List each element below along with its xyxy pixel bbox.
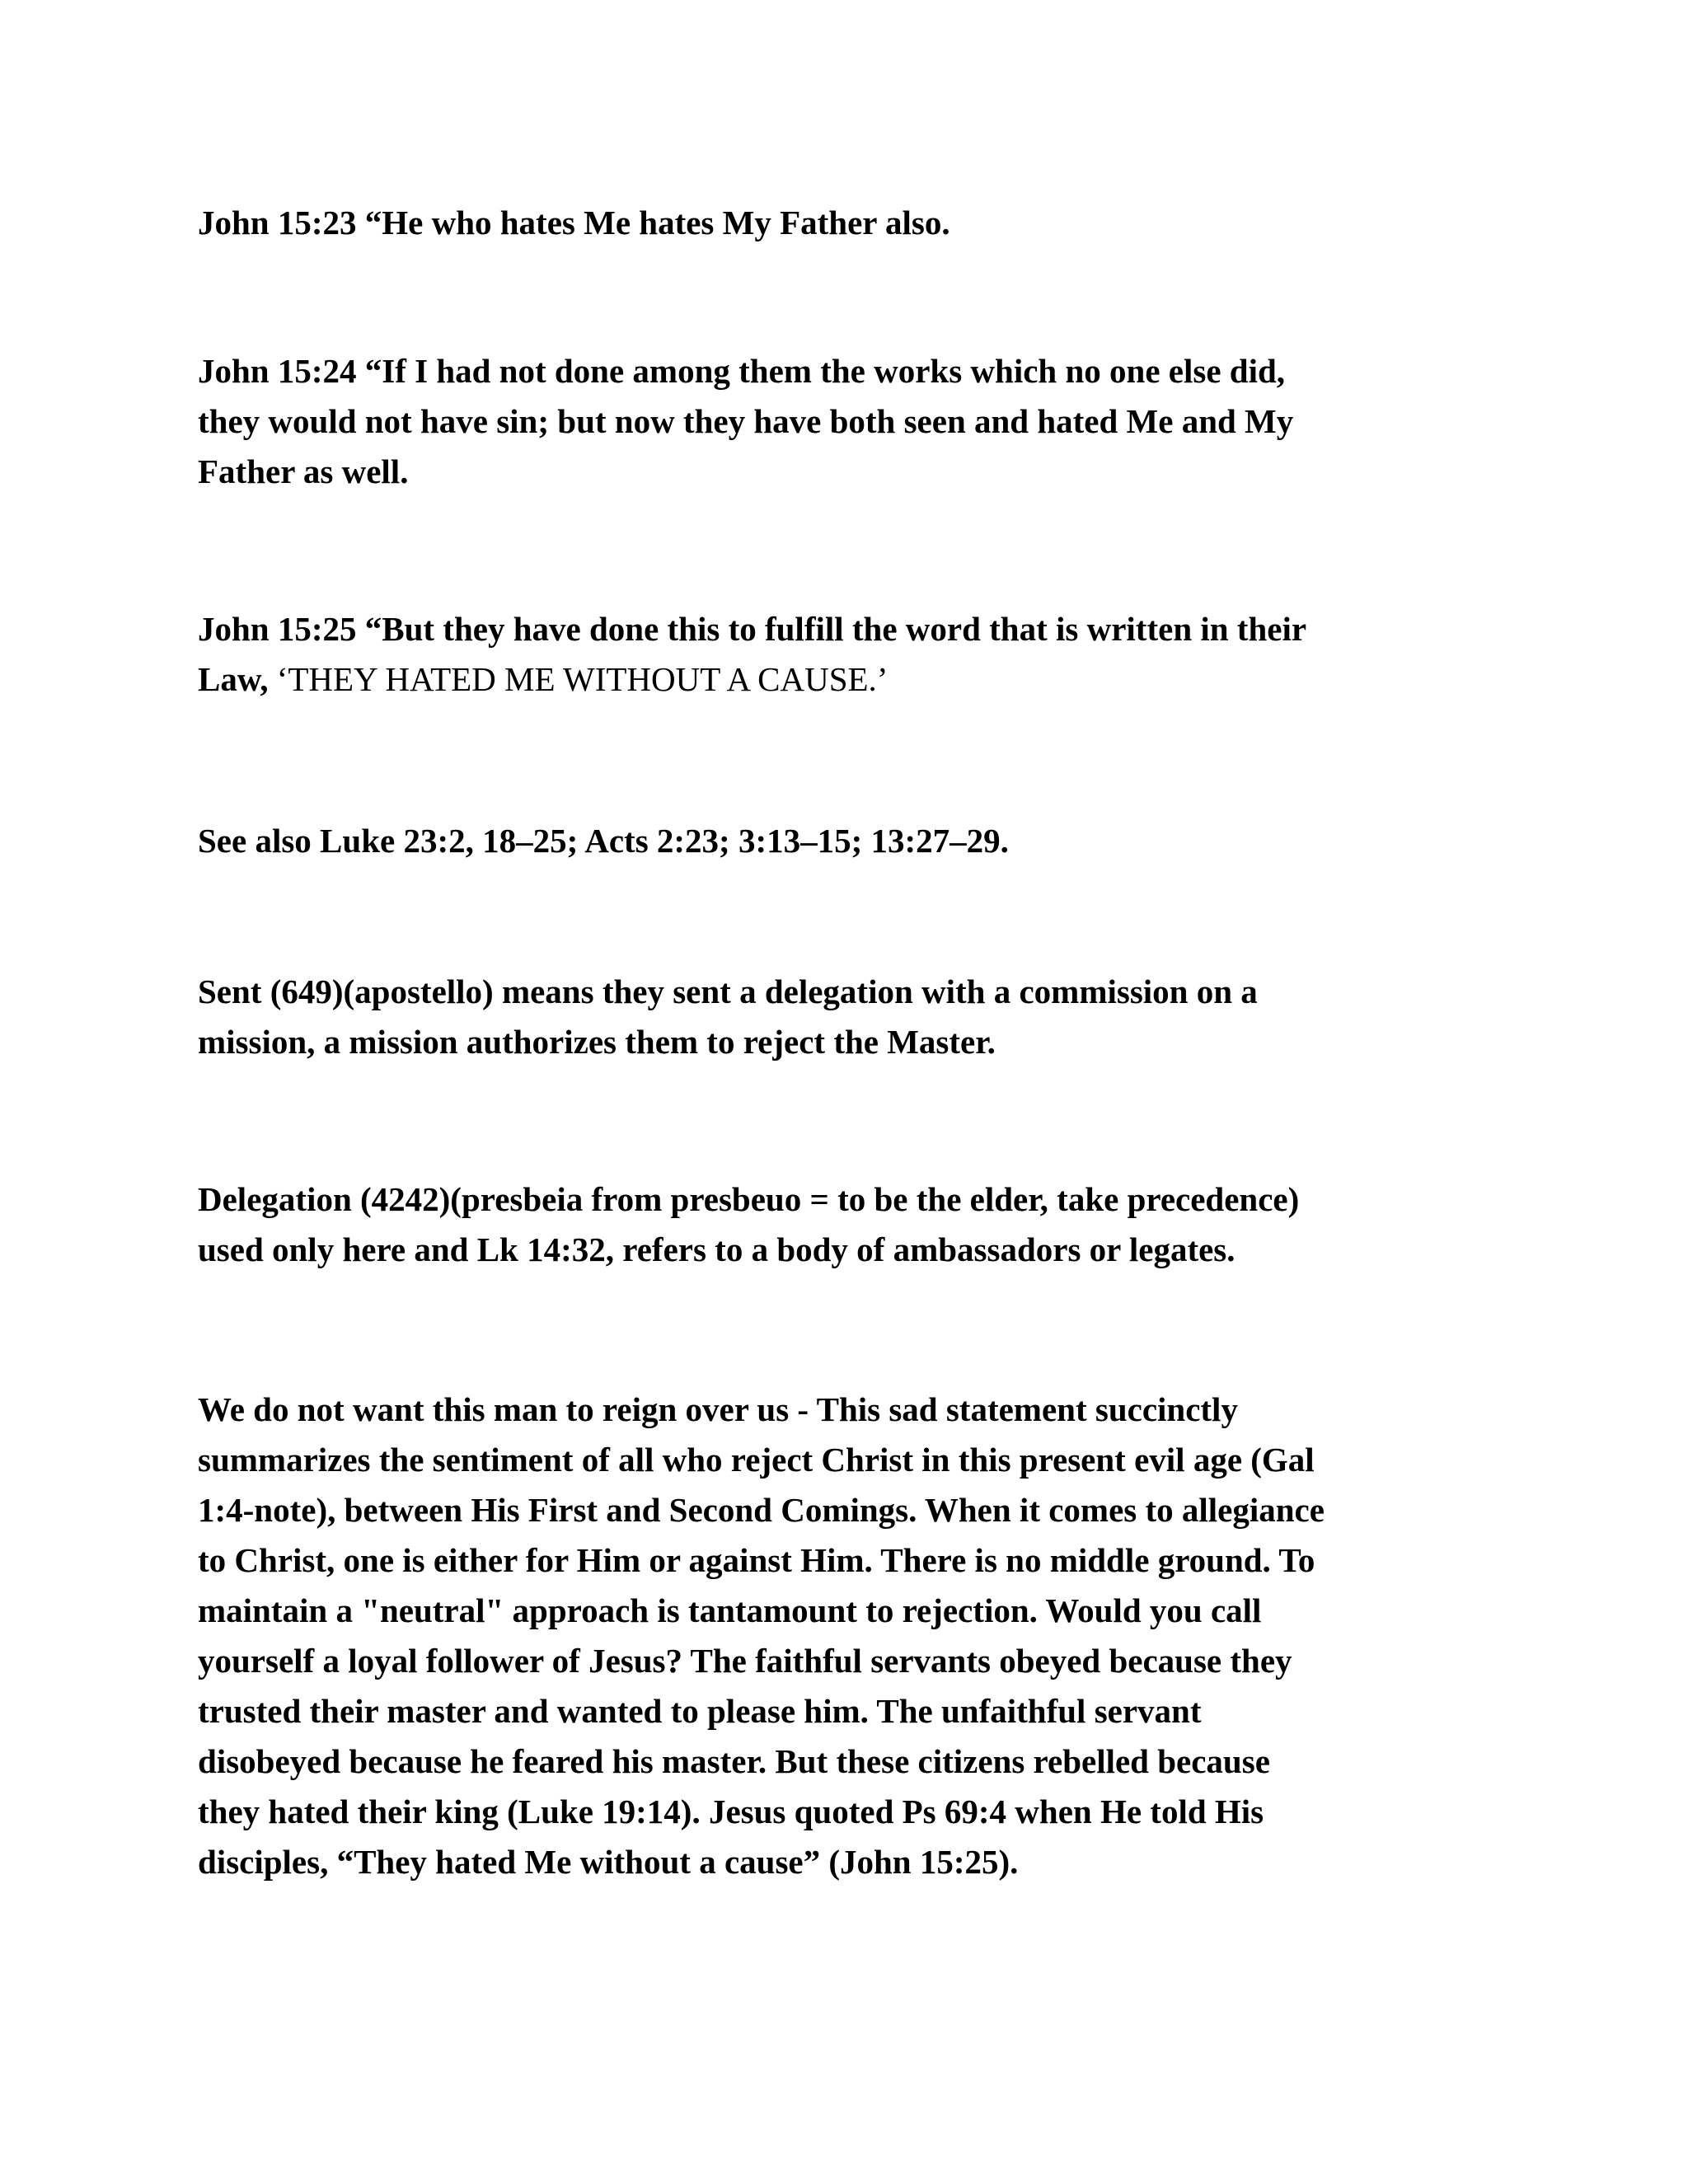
text-line: We do not want this man to reign over us - This sad statement succinctly	[198, 1390, 1238, 1428]
paragraph-john-15-24	[198, 346, 1517, 497]
text-line: Delegation (4242)(presbeia from presbeuo = to be the elder, take precedence)	[198, 1180, 1300, 1218]
text-line: disciples, “They hated Me without a cause” (John 15:25).	[198, 1843, 1019, 1881]
text-line: John 15:23 “He who hates Me hates My Father also.	[198, 204, 950, 241]
text-line: See also Luke 23:2, 18–25; Acts 2:23; 3:13–15; 13:27–29.	[198, 822, 1009, 860]
paragraph-commentary	[198, 1385, 1517, 1887]
quoted-scripture: ‘THEY HATED ME WITHOUT A CAUSE.’	[276, 660, 889, 698]
text-line: Sent (649)(apostello) means they sent a delegation with a commission on a	[198, 972, 1258, 1010]
text-line: to Christ, one is either for Him or against Him. There is no middle ground. To	[198, 1541, 1315, 1579]
text-line	[198, 654, 1517, 705]
paragraph-delegation-definition	[198, 1174, 1517, 1275]
paragraph-john-15-23	[198, 198, 1517, 248]
text-line: they would not have sin; but now they have both seen and hated Me and My	[198, 402, 1294, 440]
text-line: summarizes the sentiment of all who reject Christ in this present evil age (Gal	[198, 1441, 1315, 1479]
text-line: Father as well.	[198, 452, 409, 490]
text-segment: Law,	[198, 660, 277, 698]
text-line: used only here and Lk 14:32, refers to a body of ambassadors or legates.	[198, 1230, 1236, 1268]
text-line: mission, a mission authorizes them to reject the Master.	[198, 1023, 996, 1061]
text-line: they hated their king (Luke 19:14). Jesus quoted Ps 69:4 when He told His	[198, 1793, 1264, 1830]
paragraph-john-15-25	[198, 604, 1517, 705]
text-line: John 15:24 “If I had not done among them the works which no one else did,	[198, 352, 1286, 390]
text-line: trusted their master and wanted to please him. The unfaithful servant	[198, 1692, 1202, 1730]
paragraph-sent-definition	[198, 967, 1517, 1067]
text-line: yourself a loyal follower of Jesus? The faithful servants obeyed because they	[198, 1642, 1292, 1680]
text-line: maintain a "neutral" approach is tantamount to rejection. Would you call	[198, 1591, 1262, 1629]
text-line: disobeyed because he feared his master. But these citizens rebelled because	[198, 1742, 1270, 1780]
text-line: 1:4-note), between His First and Second Comings. When it comes to allegiance	[198, 1491, 1325, 1529]
text-line: John 15:25 “But they have done this to fulfill the word that is written in their	[198, 610, 1307, 648]
paragraph-see-also	[198, 816, 1517, 866]
